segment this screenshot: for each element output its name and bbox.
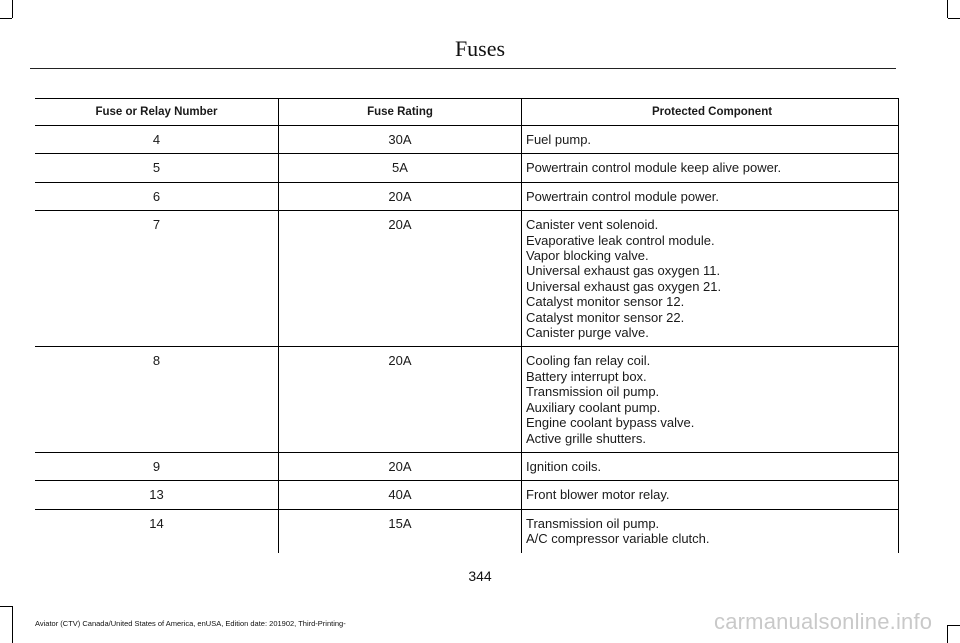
page-number: 344	[468, 568, 492, 584]
component-line: Powertrain control module keep alive power.	[526, 160, 782, 176]
fuse-rating-cell: 5A	[279, 154, 522, 182]
fuse-number-cell: 8	[35, 347, 279, 452]
crop-mark	[948, 625, 960, 626]
crop-mark	[12, 606, 13, 643]
edition-footer: Aviator (CTV) Canada/United States of America, enUSA, Edition date: 201902, Third-Printing-	[35, 619, 346, 628]
component-line: Universal exhaust gas oxygen 11.	[526, 263, 721, 279]
protected-component-cell	[522, 347, 899, 452]
crop-mark	[947, 625, 948, 643]
table-row	[35, 154, 899, 182]
component-line: Transmission oil pump.	[526, 384, 660, 400]
page-title: Fuses	[454, 36, 506, 61]
table-header-row	[35, 99, 899, 126]
fuse-number-cell: 7	[35, 211, 279, 347]
component-line: Transmission oil pump.	[526, 515, 660, 531]
column-header-component: Protected Component	[522, 99, 899, 126]
table-row	[35, 347, 899, 452]
component-line: Ignition coils.	[526, 458, 602, 474]
column-header-number: Fuse or Relay Number	[35, 99, 279, 126]
crop-mark	[948, 18, 960, 19]
table-row	[35, 509, 899, 552]
fuse-number-cell: 9	[35, 452, 279, 480]
title-divider	[30, 68, 896, 69]
fuse-rating-cell: 20A	[279, 452, 522, 480]
fuse-rating-cell: 40A	[279, 481, 522, 509]
component-line: A/C compressor variable clutch.	[526, 531, 710, 547]
protected-component-cell	[522, 481, 899, 509]
component-line: Universal exhaust gas oxygen 21.	[526, 278, 722, 294]
component-line: Battery interrupt box.	[526, 368, 647, 384]
protected-component-cell	[522, 182, 899, 210]
protected-component-cell	[522, 509, 899, 552]
fuse-rating-cell: 15A	[279, 509, 522, 552]
fuse-number-cell: 13	[35, 481, 279, 509]
component-line: Vapor blocking valve.	[526, 248, 649, 264]
protected-component-cell	[522, 211, 899, 347]
crop-mark	[0, 18, 12, 19]
table-row	[35, 452, 899, 480]
component-line: Evaporative leak control module.	[526, 232, 715, 248]
fuse-number-cell: 6	[35, 182, 279, 210]
column-header-rating: Fuse Rating	[279, 99, 522, 126]
watermark: carmanualsonline.info	[714, 609, 933, 634]
fuse-rating-cell: 20A	[279, 182, 522, 210]
fuse-number-cell: 5	[35, 154, 279, 182]
protected-component-cell	[522, 154, 899, 182]
fuse-rating-cell: 20A	[279, 347, 522, 452]
crop-mark	[0, 606, 12, 607]
component-line: Auxiliary coolant pump.	[526, 399, 661, 415]
table-row	[35, 126, 899, 154]
component-line: Front blower motor relay.	[526, 487, 670, 503]
component-line: Engine coolant bypass valve.	[526, 415, 695, 431]
component-line: Powertrain control module power.	[526, 188, 719, 204]
component-line: Cooling fan relay coil.	[526, 353, 651, 369]
component-line: Active grille shutters.	[526, 430, 646, 446]
component-line: Catalyst monitor sensor 12.	[526, 294, 685, 310]
protected-component-cell	[522, 126, 899, 154]
table-row	[35, 211, 899, 347]
fuse-rating-cell: 30A	[279, 126, 522, 154]
crop-mark	[947, 0, 948, 18]
component-line: Canister purge valve.	[526, 325, 649, 341]
table-row	[35, 481, 899, 509]
fuse-rating-cell: 20A	[279, 211, 522, 347]
component-line: Catalyst monitor sensor 22.	[526, 309, 685, 325]
fuse-number-cell: 4	[35, 126, 279, 154]
component-line: Fuel pump.	[526, 132, 592, 147]
crop-mark	[12, 0, 13, 18]
fuse-table	[35, 98, 899, 553]
component-line: Canister vent solenoid.	[526, 217, 659, 233]
table-row	[35, 182, 899, 210]
fuse-table-body	[35, 126, 899, 553]
protected-component-cell	[522, 452, 899, 480]
fuse-number-cell: 14	[149, 515, 164, 531]
